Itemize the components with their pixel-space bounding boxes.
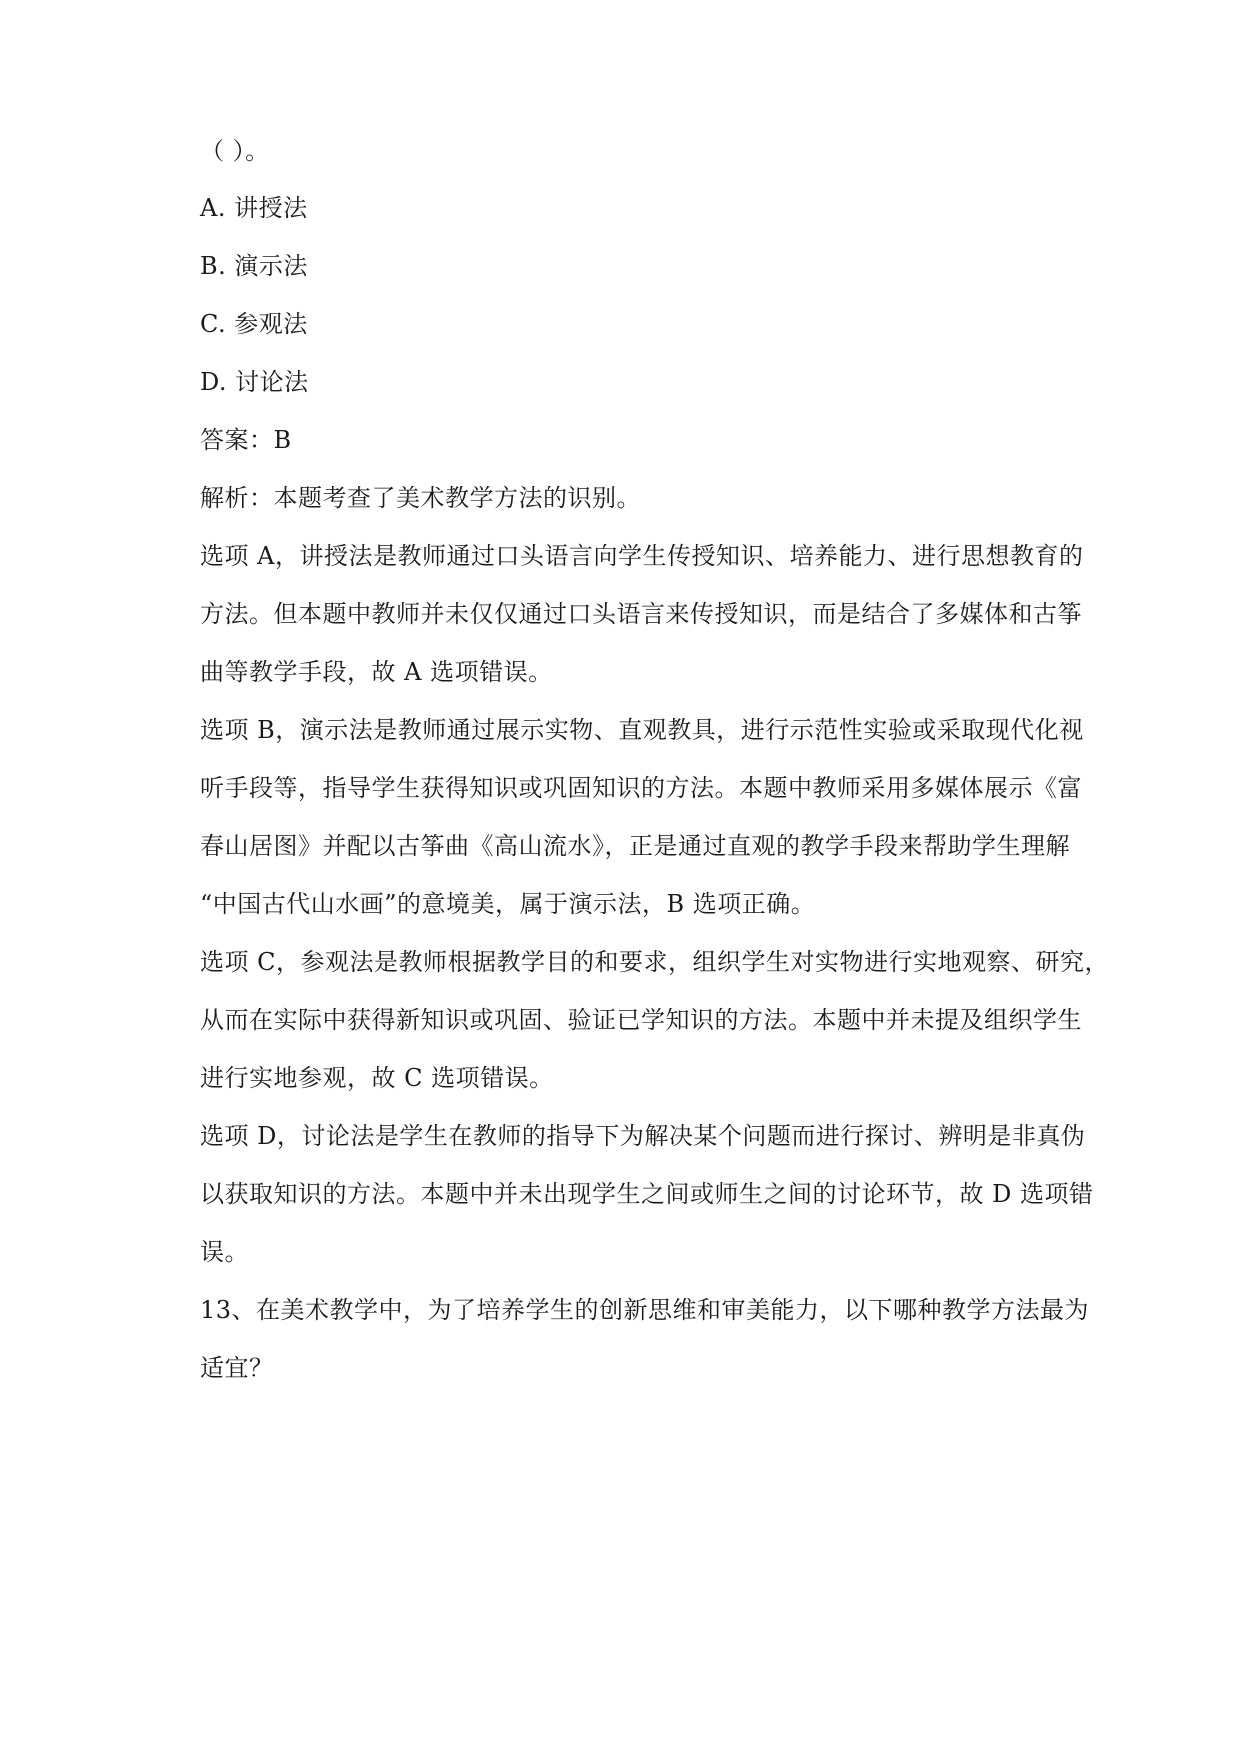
explanation-line: 选项 D，讨论法是学生在教师的指导下为解决某个问题而进行探讨、辨明是非真伪 xyxy=(200,1122,1086,1150)
explanation-line: 春山居图》并配以古筝曲《高山流水》，正是通过直观的教学手段来帮助学生理解 xyxy=(200,832,1070,860)
explanation-line: 选项 A，讲授法是教师通过口头语言向学生传授知识、培养能力、进行思想教育的 xyxy=(200,542,1084,570)
answer-line: 答案：B xyxy=(200,426,292,454)
analysis-intro: 解析：本题考查了美术教学方法的识别。 xyxy=(200,484,641,512)
option-c: C. 参观法 xyxy=(200,310,308,338)
explanation-line: 从而在实际中获得新知识或巩固、验证已学知识的方法。本题中并未提及组织学生 xyxy=(200,1006,1082,1034)
explanation-line: “中国古代山水画”的意境美，属于演示法，B 选项正确。 xyxy=(200,890,816,918)
question-line: 适宜？ xyxy=(200,1354,274,1382)
option-d: D. 讨论法 xyxy=(200,368,309,396)
explanation-line: 以获取知识的方法。本题中并未出现学生之间或师生之间的讨论环节，故 D 选项错 xyxy=(200,1180,1094,1208)
option-b: B. 演示法 xyxy=(200,252,308,280)
explanation-line: 误。 xyxy=(200,1238,249,1266)
option-a: A. 讲授法 xyxy=(200,194,308,222)
question-stem-tail: （ ）。 xyxy=(200,137,270,165)
explanation-line: 方法。但本题中教师并未仅仅通过口头语言来传授知识，而是结合了多媒体和古筝 xyxy=(200,600,1082,628)
explanation-line: 选项 C，参观法是教师根据教学目的和要求，组织学生对实物进行实地观察、研究， xyxy=(200,948,1109,976)
question-line: 13、在美术教学中，为了培养学生的创新思维和审美能力，以下哪种教学方法最为 xyxy=(200,1296,1090,1324)
explanation-line: 选项 B，演示法是教师通过展示实物、直观教具，进行示范性实验或采取现代化视 xyxy=(200,716,1084,744)
explanation-line: 听手段等，指导学生获得知识或巩固知识的方法。本题中教师采用多媒体展示《富 xyxy=(200,774,1082,802)
explanation-line: 进行实地参观，故 C 选项错误。 xyxy=(200,1064,554,1092)
explanation-line: 曲等教学手段，故 A 选项错误。 xyxy=(200,658,553,686)
